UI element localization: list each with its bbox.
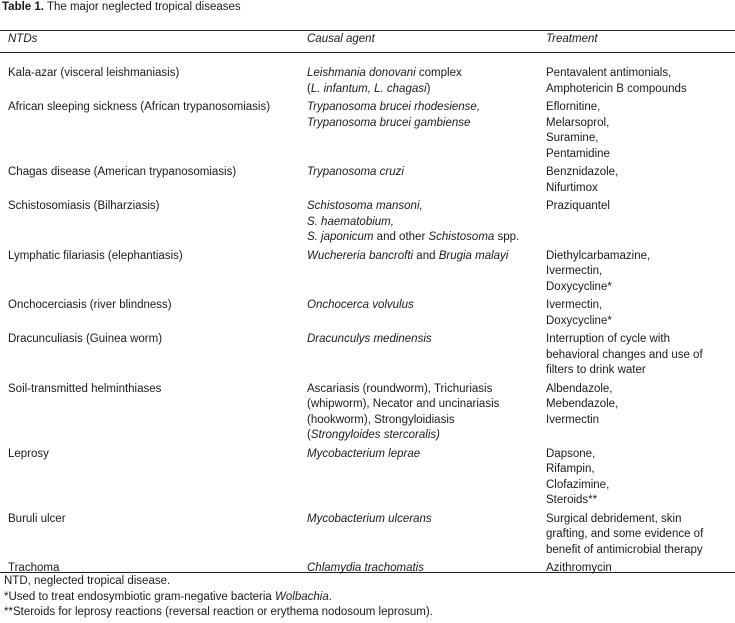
italic-text: Trypanosoma brucei gambiense <box>307 116 471 129</box>
italic-text: S. haematobium, <box>307 215 394 228</box>
text: benefit of antimicrobial therapy <box>546 543 703 556</box>
cell-line <box>546 543 735 559</box>
cell-line <box>307 100 546 116</box>
cell-ntd <box>0 248 307 298</box>
cell-line <box>546 397 735 413</box>
cell-line <box>546 165 735 181</box>
cell-line <box>307 82 546 98</box>
italic-text: Strongyloides stercoralis) <box>310 429 440 441</box>
cell-line <box>307 382 546 398</box>
cell-line <box>546 199 735 215</box>
text: Mebendazole, <box>546 398 619 410</box>
cell-ntd <box>0 99 307 164</box>
cell-ntd <box>0 446 307 511</box>
cell-line <box>546 527 735 543</box>
table-caption <box>2 0 241 15</box>
text: Pentavalent antimonials, <box>546 67 672 79</box>
cell-ntd <box>0 53 307 99</box>
caption-title: The major neglected tropical diseases <box>46 1 241 13</box>
header-row <box>0 31 735 53</box>
cell-ntd <box>0 198 307 248</box>
text: Soil-transmitted helminthiases <box>8 382 162 395</box>
cell-line <box>546 348 735 364</box>
cell-line <box>8 382 307 398</box>
text: (hookworm), Strongyloidiasis <box>307 413 455 426</box>
italic-text: Chlamydia trachomatis <box>307 562 424 574</box>
text: Dapsone, <box>546 447 596 460</box>
text: Onchocerciasis (river blindness) <box>8 299 172 311</box>
cell-line <box>546 493 735 509</box>
text: Amphotericin B compounds <box>546 82 687 95</box>
text: and <box>413 249 439 262</box>
cell-treatment <box>546 248 735 298</box>
cell-causal-agent <box>307 164 546 198</box>
table-row <box>0 297 735 331</box>
text: Melarsoprol, <box>546 116 610 129</box>
cell-line <box>546 478 735 494</box>
cell-line <box>8 298 307 314</box>
cell-line <box>8 512 307 528</box>
cell-line <box>307 512 546 528</box>
text: Surgical debridement, skin <box>546 512 682 525</box>
cell-treatment <box>546 331 735 381</box>
cell-line <box>546 413 735 429</box>
cell-ntd <box>0 297 307 331</box>
cell-line <box>307 298 546 314</box>
text: Dracunculiasis (Guinea worm) <box>8 333 163 345</box>
cell-line <box>307 249 546 265</box>
text: filters to drink water <box>546 364 646 376</box>
cell-line <box>307 66 546 82</box>
table-row <box>0 198 735 248</box>
cell-line <box>546 100 735 116</box>
text: (whipworm), Necator and uncinariasis <box>307 398 500 410</box>
header-causal-agent: Causal agent <box>307 33 375 45</box>
table-row <box>0 164 735 198</box>
cell-causal-agent <box>307 248 546 298</box>
italic-text: Wuchereria bancrofti <box>307 249 414 262</box>
footnote <box>4 605 433 621</box>
text: complex <box>415 67 462 79</box>
cell-line <box>546 147 735 163</box>
cell-line <box>307 116 546 132</box>
cell-line <box>546 462 735 478</box>
cell-treatment <box>546 53 735 99</box>
text: **Steroids for leprosy reactions (reversal reaction or erythema nodosoum leprosum). <box>4 606 433 618</box>
table-row <box>0 248 735 298</box>
text: behavioral changes and use of <box>546 348 703 361</box>
cell-line <box>546 280 735 296</box>
italic-text: Trypanosoma cruzi <box>307 166 404 178</box>
cell-causal-agent <box>307 446 546 511</box>
cell-line <box>307 230 546 246</box>
text: Ivermectin, <box>546 265 603 277</box>
cell-ntd <box>0 164 307 198</box>
text: Buruli ulcer <box>8 512 66 525</box>
italic-text: Brugia malayi <box>438 249 509 262</box>
cell-line <box>546 181 735 197</box>
cell-treatment <box>546 198 735 248</box>
cell-treatment <box>546 99 735 164</box>
cell-causal-agent <box>307 381 546 446</box>
text: Ivermectin <box>546 413 600 426</box>
table-row <box>0 99 735 164</box>
cell-ntd <box>0 331 307 381</box>
cell-line <box>8 332 307 348</box>
cell-line <box>307 332 546 348</box>
cell-ntd <box>0 511 307 561</box>
cell-causal-agent <box>307 53 546 99</box>
text: Ivermectin, <box>546 299 603 311</box>
italic-text: S. japonicum <box>307 231 374 243</box>
text: Rifampin, <box>546 463 595 475</box>
cell-treatment <box>546 560 735 579</box>
italic-text: L. infantum, L. chagasi <box>310 82 427 95</box>
cell-line <box>546 512 735 528</box>
cell-line <box>546 332 735 348</box>
text: Steroids** <box>546 494 598 506</box>
text: . <box>328 590 332 603</box>
italic-text: Mycobacterium ulcerans <box>307 512 432 525</box>
table-row <box>0 381 735 446</box>
cell-line <box>8 199 307 215</box>
cell-line <box>8 100 307 116</box>
italic-text: Schistosoma <box>428 231 495 243</box>
cell-treatment <box>546 297 735 331</box>
table-row <box>0 446 735 511</box>
text: Benznidazole, <box>546 166 619 178</box>
italic-text: Onchocerca volvulus <box>307 299 414 311</box>
cell-line <box>307 215 546 231</box>
text: Eflornitine, <box>546 101 601 113</box>
italic-text: Wolbachia <box>275 590 329 603</box>
text: ( <box>307 429 311 441</box>
header-ntds: NTDs <box>8 33 38 45</box>
table-row <box>0 331 735 381</box>
cell-line <box>546 298 735 314</box>
cell-causal-agent <box>307 99 546 164</box>
italic-text: Dracunculys medinensis <box>307 333 432 345</box>
text: African sleeping sickness (African trypanosomiasis) <box>8 101 271 113</box>
text: Pentamidine <box>546 147 610 160</box>
cell-line <box>8 447 307 463</box>
cell-line <box>546 116 735 132</box>
text: Ascariasis (roundworm), Trichuriasis <box>307 382 493 395</box>
text: Trachoma <box>8 562 60 574</box>
text: Chagas disease (American trypanosomiasis) <box>8 166 237 178</box>
text: ( <box>307 82 311 95</box>
cell-causal-agent <box>307 297 546 331</box>
cell-line <box>8 249 307 265</box>
cell-line <box>307 165 546 181</box>
cell-line <box>546 314 735 330</box>
text: Praziquantel <box>546 200 610 212</box>
cell-treatment <box>546 381 735 446</box>
table-row <box>0 53 735 99</box>
italic-text: Trypanosoma brucei rhodesiense, <box>307 101 481 113</box>
italic-text: Leishmania donovani <box>307 67 416 79</box>
text: Schistosomiasis (Bilharziasis) <box>8 200 160 212</box>
cell-causal-agent <box>307 511 546 561</box>
cell-line <box>8 165 307 181</box>
cell-line <box>546 249 735 265</box>
cell-line <box>546 66 735 82</box>
text: spp. <box>494 231 520 243</box>
text: NTD, neglected tropical disease. <box>4 575 171 587</box>
text: Doxycycline* <box>546 314 612 327</box>
ntd-table <box>0 31 735 579</box>
text: grafting, and some evidence of <box>546 528 704 540</box>
text: Albendazole, <box>546 382 613 395</box>
caption-label: Table 1. <box>2 1 44 13</box>
text: Nifurtimox <box>546 181 598 194</box>
header-treatment: Treatment <box>546 33 598 45</box>
text: Doxycycline* <box>546 280 612 293</box>
cell-causal-agent <box>307 331 546 381</box>
cell-line <box>546 447 735 463</box>
text: Clofazimine, <box>546 478 610 491</box>
cell-line <box>307 447 546 463</box>
footnotes <box>4 574 433 621</box>
footnote <box>4 574 433 590</box>
cell-causal-agent <box>307 198 546 248</box>
text: ) <box>426 82 431 95</box>
cell-line <box>546 264 735 280</box>
cell-ntd <box>0 381 307 446</box>
cell-treatment <box>546 164 735 198</box>
cell-treatment <box>546 511 735 561</box>
cell-line <box>546 382 735 398</box>
italic-text: Schistosoma mansoni, <box>307 200 423 212</box>
cell-line <box>546 82 735 98</box>
table-row <box>0 511 735 561</box>
cell-line <box>546 561 735 577</box>
cell-line <box>307 413 546 429</box>
footnote <box>4 590 433 606</box>
text: Diethylcarbamazine, <box>546 249 651 262</box>
italic-text: Mycobacterium leprae <box>307 447 421 460</box>
text: Leprosy <box>8 447 49 460</box>
cell-treatment <box>546 446 735 511</box>
cell-line <box>307 397 546 413</box>
cell-line <box>307 428 546 444</box>
cell-line <box>546 363 735 379</box>
text: Azithromycin <box>546 562 612 574</box>
text: Interruption of cycle with <box>546 333 671 345</box>
text: and other <box>373 231 429 243</box>
cell-line <box>307 199 546 215</box>
text: Kala-azar (visceral leishmaniasis) <box>8 67 180 79</box>
text: Suramine, <box>546 132 599 144</box>
cell-line <box>8 66 307 82</box>
text: Lymphatic filariasis (elephantiasis) <box>8 249 183 262</box>
text: *Used to treat endosymbiotic gram-negative bacteria <box>4 590 276 603</box>
cell-line <box>546 131 735 147</box>
